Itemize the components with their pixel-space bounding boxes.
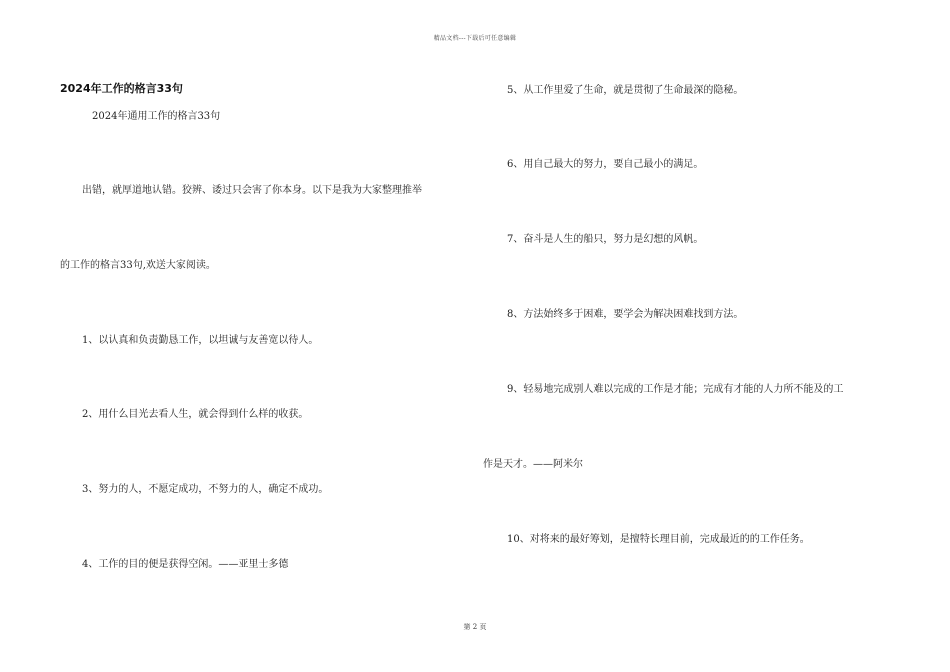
quote-item: 8、方法始终多于困难，要学会为解决困难找到方法。	[507, 309, 744, 320]
quote-item: 4、工作的目的便是获得空闲。——亚里士多德	[82, 559, 289, 570]
document-subtitle: 2024年通用工作的格言33句	[92, 111, 221, 122]
quote-item: 9、轻易地完成别人难以完成的工作是才能；完成有才能的人力所不能及的工	[507, 384, 844, 395]
document-title: 2024年工作的格言33句	[60, 82, 183, 95]
quote-item-continuation: 作是天才。——阿米尔	[483, 459, 583, 470]
intro-line-1: 出错，就厚道地认错。狡辨、诿过只会害了你本身。以下是我为大家整理推举	[82, 185, 422, 196]
quote-item: 10、对将来的最好筹划，是擅特长理目前，完成最近的的工作任务。	[507, 534, 810, 545]
page-number: 第 2 页	[463, 623, 487, 631]
quote-item: 6、用自己最大的努力，要自己最小的满足。	[507, 159, 704, 170]
quote-item: 5、从工作里爱了生命，就是贯彻了生命最深的隐秘。	[507, 85, 744, 96]
quote-item: 3、努力的人，不愿定成功，不努力的人，确定不成功。	[82, 484, 329, 495]
quote-item: 1、以认真和负责勤恳工作，以坦诚与友善宽以待人。	[82, 335, 319, 346]
intro-line-2: 的工作的格言33句,欢送大家阅读。	[60, 260, 216, 271]
quote-item: 2、用什么目光去看人生，就会得到什么样的收获。	[82, 409, 309, 420]
page-header: 精品文档---下载后可任意编辑	[433, 35, 517, 42]
quote-item: 7、奋斗是人生的船只，努力是幻想的风帆。	[507, 234, 704, 245]
